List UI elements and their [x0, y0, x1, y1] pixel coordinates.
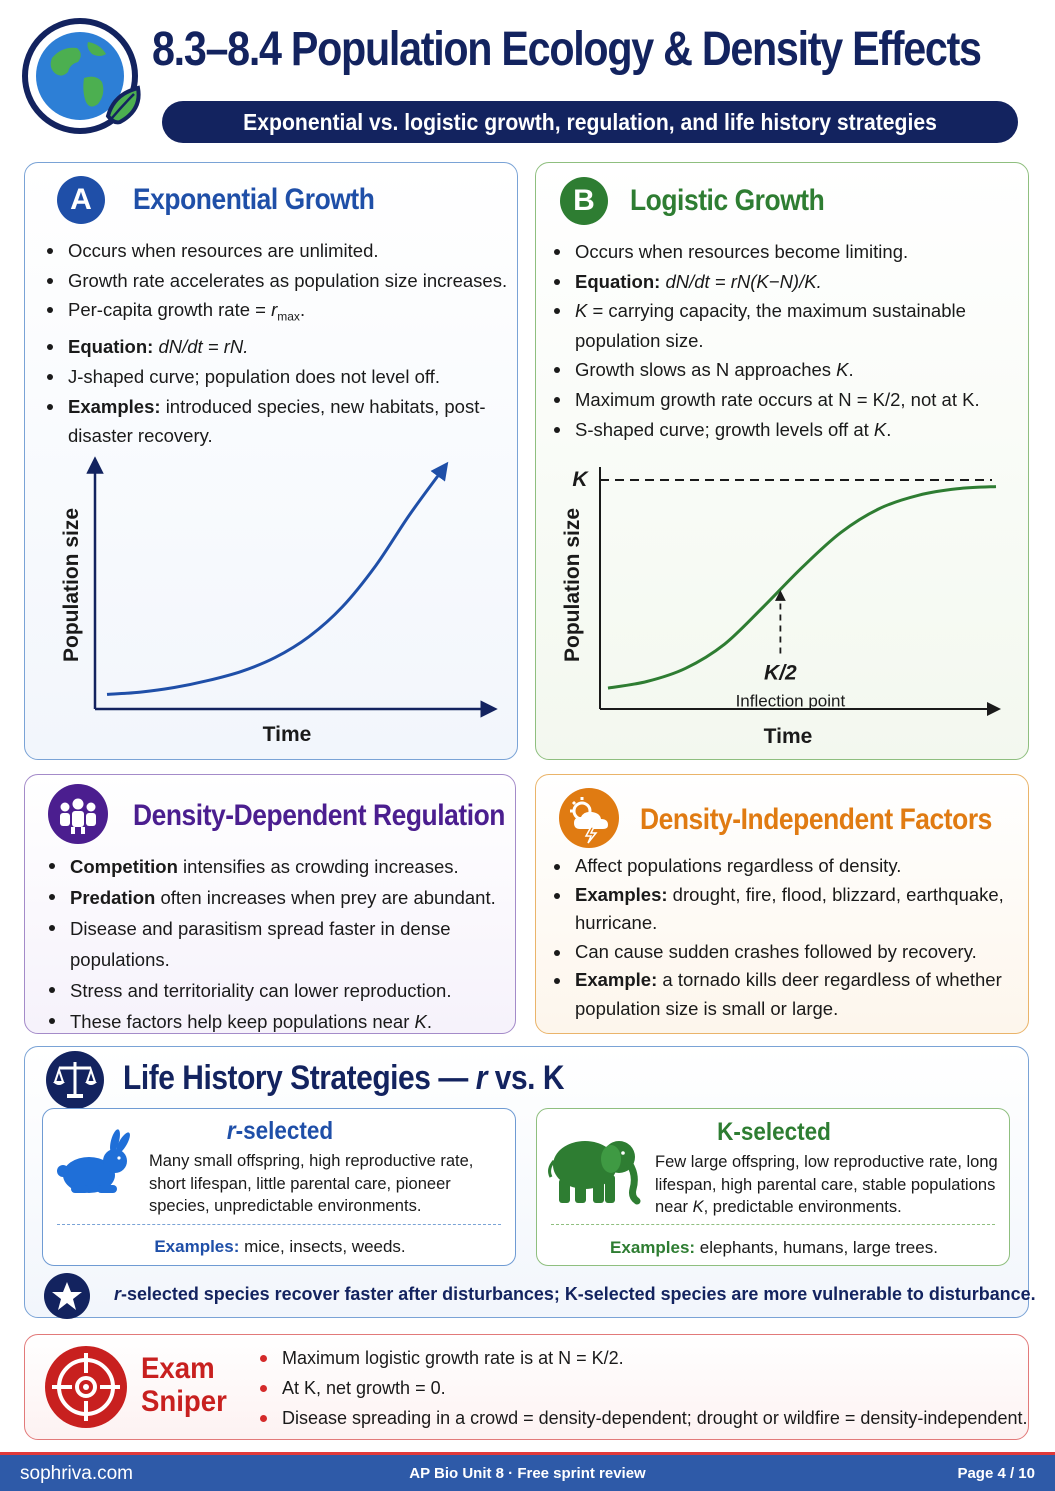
life-history-title: Life History Strategies — r vs. K [123, 1059, 565, 1097]
list-item: Growth rate accelerates as population size increases. [43, 266, 513, 296]
badge-b: B [560, 177, 608, 225]
list-item: Example: a tornado kills deer regardless of whether population size is small or large. [550, 966, 1020, 1023]
k-selected-description: Few large offspring, low reproductive rate, long lifespan, high parental care, stable populations near K, predictable environments. [655, 1153, 998, 1217]
density-independent-bullets [550, 852, 1020, 1024]
life-history-note: r-selected species recover faster after disturbances; K-selected species are more vulnerable to disturbance. [114, 1283, 1036, 1304]
list-item: Disease spreading in a crowd = density-dependent; drought or wildfire = density-independent. [256, 1403, 1027, 1433]
y-axis-label: Population size [60, 507, 83, 663]
list-item: Predation often increases when prey are abundant. [45, 882, 515, 913]
header [0, 0, 1055, 150]
r-selected-card [42, 1108, 516, 1266]
list-item: Disease and parasitism spread faster in dense populations. [45, 913, 515, 975]
list-item: Equation: dN/dt = rN. [43, 332, 513, 362]
people-group-icon [47, 783, 109, 845]
footer [0, 1452, 1055, 1491]
list-item: Equation: dN/dt = rN(K−N)/K. [550, 267, 1020, 297]
x-axis-label: Time [763, 725, 813, 748]
list-item: Per-capita growth rate = $r_{max}$. [43, 295, 513, 332]
star-icon [44, 1273, 90, 1319]
divider [57, 1224, 501, 1225]
k-selected-title: K-selected [717, 1118, 831, 1146]
list-item: Examples: introduced species, new habitats, post-disaster recovery. [43, 392, 513, 451]
density-independent-card [535, 774, 1029, 1034]
list-item: Examples: drought, fire, flood, blizzard, earthquake, hurricane. [550, 881, 1020, 938]
r-selected-title: r-selected [226, 1117, 334, 1145]
k-selected-examples: Examples: elephants, humans, large trees. [610, 1238, 938, 1257]
exam-sniper-bullets [256, 1343, 1027, 1433]
badge-a: A [57, 176, 105, 224]
crosshair-icon [44, 1345, 128, 1429]
inflection-caption: Inflection point [735, 691, 846, 711]
exponential-growth-card [24, 162, 518, 760]
list-item: Growth slows as N approaches K. [550, 355, 1020, 385]
r-selected-description: Many small offspring, high reproductive rate, short lifespan, little parental care, pioneer species, unpredictable environments. [149, 1152, 474, 1216]
list-item: Occurs when resources become limiting. [550, 237, 1020, 267]
density-independent-title: Density-Independent Factors [640, 803, 992, 836]
exponential-title: Exponential Growth [133, 183, 375, 216]
page-subtitle: Exponential vs. logistic growth, regulation, and life history strategies [162, 101, 1018, 143]
logistic-bullets [550, 237, 1020, 444]
list-item: K = carrying capacity, the maximum sustainable population size. [550, 296, 1020, 355]
r-selected-examples: Examples: mice, insects, weeds. [154, 1237, 406, 1256]
logistic-growth-card [535, 162, 1029, 760]
list-item: Maximum logistic growth rate is at N = K/2. [256, 1343, 1027, 1373]
list-item: Can cause sudden crashes followed by recovery. [550, 938, 1020, 967]
logistic-title: Logistic Growth [630, 184, 825, 217]
list-item: Maximum growth rate occurs at N = K/2, not at K. [550, 385, 1020, 415]
k-label: K [572, 468, 588, 491]
y-axis-label: Population size [561, 507, 584, 663]
page-number: Page 4 / 10 [957, 1465, 1035, 1482]
exponential-curve [107, 469, 443, 694]
density-dependent-bullets [45, 851, 515, 1037]
exponential-bullets [43, 236, 513, 451]
density-dependent-title: Density-Dependent Regulation [133, 799, 505, 832]
list-item: Occurs when resources are unlimited. [43, 236, 513, 266]
list-item: Affect populations regardless of density. [550, 852, 1020, 881]
page-title: 8.3–8.4 Population Ecology & Density Effects [152, 23, 981, 76]
exponential-chart [45, 443, 505, 748]
x-axis-label: Time [262, 723, 312, 746]
globe-leaf-icon [22, 18, 146, 142]
inflection-k2-label: K/2 [764, 661, 797, 685]
storm-cloud-icon [558, 787, 620, 849]
density-dependent-card [24, 774, 516, 1034]
scales-icon [45, 1050, 105, 1110]
exam-sniper-title: Exam Sniper [141, 1352, 227, 1418]
logistic-curve [608, 487, 996, 688]
site-link[interactable]: sophriva.com [20, 1463, 133, 1484]
list-item: Stress and territoriality can lower reproduction. [45, 975, 515, 1006]
list-item: Competition intensifies as crowding increases. [45, 851, 515, 882]
k-selected-card [536, 1108, 1010, 1266]
list-item: J-shaped curve; population does not level off. [43, 362, 513, 392]
list-item: At K, net growth = 0. [256, 1373, 1027, 1403]
list-item: S-shaped curve; growth levels off at K. [550, 415, 1020, 445]
divider [551, 1224, 995, 1225]
footer-course: AP Bio Unit 8 · Free sprint review [409, 1465, 646, 1482]
list-item: These factors help keep populations near K. [45, 1006, 515, 1037]
logistic-chart [552, 453, 1014, 749]
